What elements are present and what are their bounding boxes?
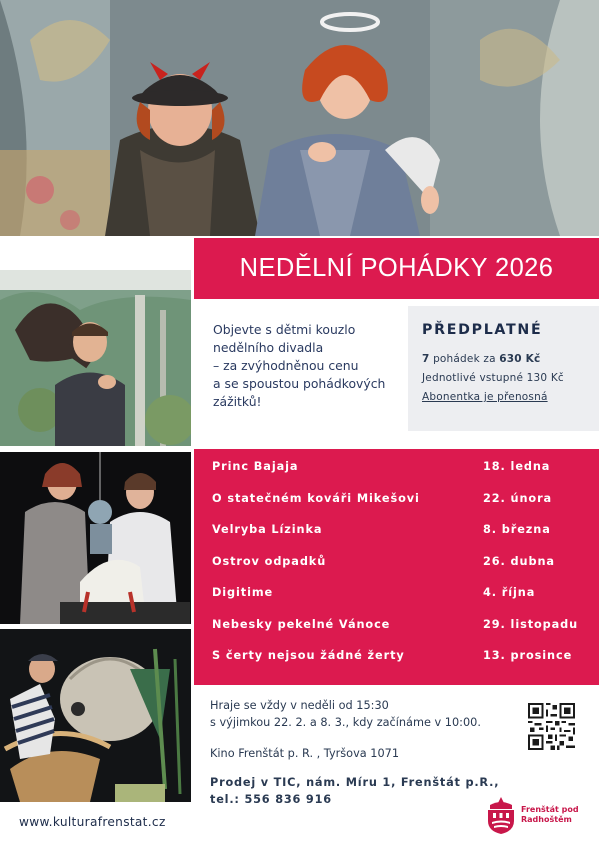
schedule-line: Hraje se vždy v neděli od 15:30: [210, 699, 389, 712]
intro-line: – za zvýhodněnou cenu: [213, 358, 359, 373]
package-count: 7: [422, 353, 430, 365]
programme-list: [194, 449, 599, 685]
subscription-heading: PŘEDPLATNÉ: [422, 322, 543, 338]
ticket-sales: [210, 774, 520, 808]
photo-puppet-horse: [0, 452, 191, 624]
package-text: pohádek za: [433, 353, 496, 365]
intro-text: [213, 321, 403, 411]
town-logo: [484, 793, 594, 837]
show-title: O statečném kováři Mikešovi: [212, 491, 420, 505]
subscription-package: [422, 350, 599, 369]
show-date: 29. listopadu: [483, 617, 579, 631]
single-entry-price: Jednotlivé vstupné 130 Kč: [422, 372, 564, 384]
logo-text: [521, 805, 579, 825]
info-block: [210, 697, 520, 808]
show-date: 18. ledna: [483, 460, 551, 473]
list-item: [194, 521, 599, 553]
show-date: 13. prosince: [483, 649, 573, 662]
logo-line: Radhoštěm: [521, 815, 572, 824]
list-item: [194, 553, 599, 585]
list-item: [194, 647, 599, 679]
title-banner: [194, 238, 599, 299]
venue-address: Kino Frenštát p. R. , Tyršova 1071: [210, 747, 400, 760]
intro-line: zážitků!: [213, 394, 262, 409]
qr-code-icon[interactable]: [528, 703, 575, 750]
photo-devil-and-angel: [0, 0, 599, 236]
show-title: Nebesky pekelné Vánoce: [212, 617, 391, 631]
intro-line: nedělního divadla: [213, 340, 324, 355]
town-crest-icon: [484, 795, 518, 835]
sales-phone: tel.: 556 836 916: [210, 793, 332, 806]
show-title: Digitime: [212, 586, 274, 599]
list-item: [194, 458, 599, 490]
logo-line: Frenštát pod: [521, 805, 579, 814]
intro-line: a se spoustou pohádkových: [213, 376, 386, 391]
list-item: [194, 490, 599, 522]
package-price: 630 Kč: [499, 353, 541, 365]
show-title: Ostrov odpadků: [212, 554, 327, 568]
subscription-box: [408, 306, 599, 431]
intro-line: Objevte s dětmi kouzlo: [213, 322, 356, 337]
show-date: 4. října: [483, 586, 536, 599]
show-title: Velryba Lízinka: [212, 523, 323, 536]
page-title: NEDĚLNÍ POHÁDKY 2026: [239, 254, 554, 282]
show-title: Princ Bajaja: [212, 460, 299, 473]
sales-location: Prodej v TIC, nám. Míru 1, Frenštát p.R.,: [210, 776, 500, 789]
transferable-note: Abonentka je přenosná: [422, 391, 548, 403]
photo-actor-with-paddle: [0, 270, 191, 446]
list-item: [194, 616, 599, 648]
show-title: S čerty nejsou žádné žerty: [212, 649, 405, 662]
show-date: 22. února: [483, 491, 553, 505]
show-date: 8. března: [483, 523, 551, 536]
list-item: [194, 584, 599, 616]
show-date: 26. dubna: [483, 554, 555, 568]
photo-sailor-and-whale: [0, 629, 191, 802]
schedule-exception-line: s výjimkou 22. 2. a 8. 3., kdy začínáme v 10:00.: [210, 716, 481, 729]
website-link[interactable]: www.kulturafrenstat.cz: [19, 815, 166, 829]
